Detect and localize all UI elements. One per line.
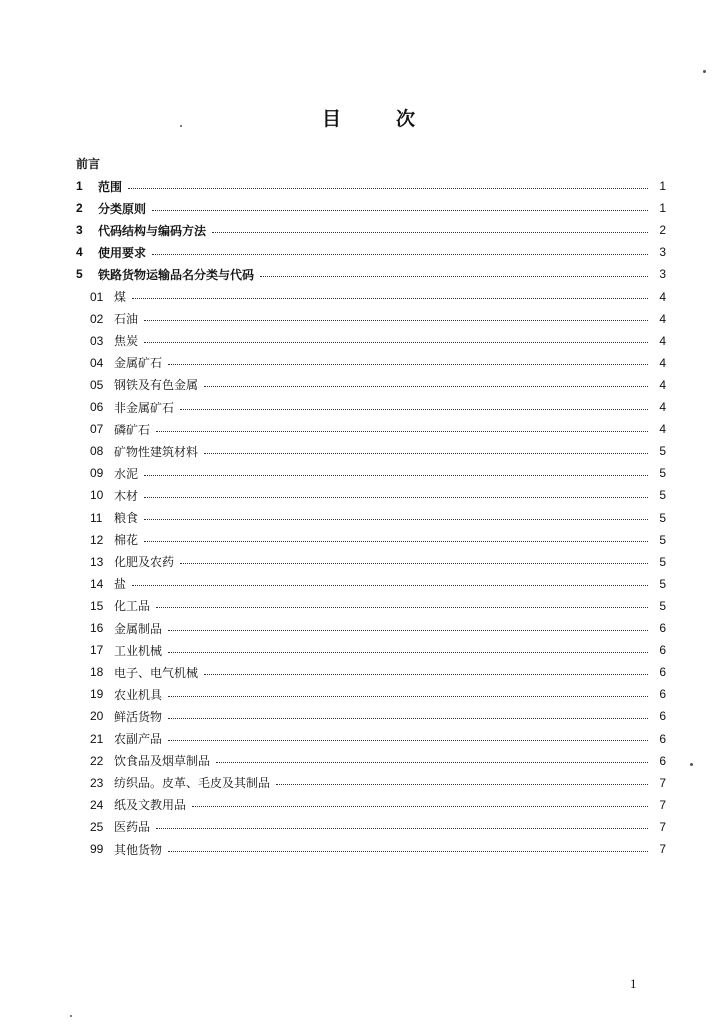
toc-subsection-entry[interactable] (76, 353, 666, 373)
dot-leader (276, 783, 648, 785)
dot-leader (144, 540, 648, 542)
toc-entry-label: 金属制品 (114, 621, 163, 636)
toc-subsection-entry[interactable] (76, 574, 666, 594)
toc-subsection-entry[interactable] (76, 773, 666, 793)
toc-entry-label: 代码结构与编码方法 (98, 223, 207, 238)
toc-entry-label: 非金属矿石 (114, 400, 175, 415)
dot-leader (168, 629, 648, 631)
toc-subsection-entry[interactable] (76, 463, 666, 483)
toc-entry-label: 钢铁及有色金属 (114, 378, 199, 393)
dot-leader (152, 253, 648, 255)
toc-entry-number: 23 (90, 775, 104, 790)
toc-entry-page-number: 6 (659, 687, 666, 702)
toc-entry-number: 14 (90, 576, 104, 591)
toc-entry-page-number: 7 (659, 819, 666, 834)
toc-entry-number: 08 (90, 444, 104, 459)
toc-subsection-entry[interactable] (76, 729, 666, 749)
toc-entry-page-number: 5 (659, 576, 666, 591)
toc-entry-number: 07 (90, 422, 104, 437)
toc-entry-label: 分类原则 (98, 201, 147, 216)
toc-entry-label: 纸及文教用品 (114, 798, 187, 813)
toc-entry-number: 09 (90, 466, 104, 481)
toc-title-char-2: 次 (396, 108, 418, 130)
toc-entry-number: 21 (90, 731, 104, 746)
toc-entry-number: 05 (90, 377, 104, 392)
toc-entry-number: 2 (76, 201, 83, 216)
dot-leader (144, 474, 648, 476)
toc-entry-label: 范围 (98, 179, 123, 194)
dot-leader (132, 584, 648, 586)
dot-leader (156, 827, 648, 829)
dot-leader (144, 319, 648, 321)
toc-entry-number: 04 (90, 355, 104, 370)
toc-entry-number: 4 (76, 245, 83, 260)
scan-speck (180, 125, 182, 127)
toc-entry-page-number: 5 (659, 554, 666, 569)
dot-leader (204, 385, 648, 387)
dot-leader (156, 606, 648, 608)
toc-foreword[interactable]: 前言 (76, 157, 101, 171)
toc-entry-label: 棉花 (114, 533, 139, 548)
toc-subsection-entry[interactable] (76, 419, 666, 439)
toc-entry-number: 5 (76, 267, 83, 282)
toc-subsection-entry[interactable] (76, 640, 666, 660)
toc-entry-number: 24 (90, 797, 104, 812)
toc-entry-number: 17 (90, 643, 104, 658)
scan-speck (703, 70, 706, 73)
toc-entry-page-number: 4 (659, 422, 666, 437)
toc-subsection-entry[interactable] (76, 397, 666, 417)
dot-leader (132, 297, 648, 299)
dot-leader (168, 717, 648, 719)
dot-leader (216, 761, 648, 763)
dot-leader (204, 673, 648, 675)
toc-entry-number: 15 (90, 598, 104, 613)
toc-entry-number: 06 (90, 400, 104, 414)
toc-entry-page-number: 5 (659, 532, 666, 547)
toc-entry-label: 其他货物 (114, 842, 163, 857)
dot-leader (168, 850, 648, 852)
dot-leader (168, 651, 648, 653)
toc-entry-label: 盐 (114, 577, 127, 592)
scan-speck (690, 763, 693, 766)
toc-entry-page-number: 2 (659, 223, 666, 238)
toc-entry-page-number: 6 (659, 621, 666, 635)
dot-leader (212, 231, 648, 233)
toc-entry-number: 16 (90, 621, 104, 635)
toc-entry-number: 10 (90, 488, 104, 503)
dot-leader (168, 695, 648, 697)
toc-subsection-entry[interactable] (76, 684, 666, 704)
toc-entry-number: 1 (76, 179, 83, 193)
toc-section-entry[interactable] (76, 242, 666, 262)
toc-subsection-entry[interactable] (76, 751, 666, 771)
toc-entry-number: 3 (76, 223, 83, 238)
toc-subsection-entry[interactable] (76, 375, 666, 395)
toc-entry-label: 木材 (114, 488, 139, 503)
toc-entry-label: 铁路货物运输品名分类与代码 (98, 267, 255, 282)
toc-subsection-entry[interactable] (76, 817, 666, 837)
toc-entry-label: 医药品 (114, 820, 151, 835)
toc-entry-page-number: 6 (659, 709, 666, 724)
toc-subsection-entry[interactable] (76, 441, 666, 461)
toc-subsection-entry[interactable] (76, 839, 666, 859)
toc-entry-number: 13 (90, 554, 104, 569)
toc-entry-page-number: 6 (659, 753, 666, 768)
dot-leader (192, 805, 648, 807)
toc-entry-page-number: 4 (659, 333, 666, 348)
toc-entry-page-number: 4 (659, 400, 666, 414)
toc-entry-page-number: 4 (659, 289, 666, 304)
toc-entry-label: 电子、电气机械 (114, 665, 199, 680)
toc-entry-label: 粮食 (114, 511, 139, 525)
dot-leader (260, 275, 648, 277)
toc-entry-label: 饮食品及烟草制品 (114, 754, 211, 769)
toc-entry-page-number: 7 (659, 775, 666, 790)
toc-entry-label: 工业机械 (114, 643, 163, 658)
toc-entry-number: 19 (90, 687, 104, 702)
toc-section-entry[interactable] (76, 264, 666, 284)
toc-entry-page-number: 5 (659, 598, 666, 613)
toc-subsection-entry[interactable] (76, 706, 666, 726)
toc-entry-number: 99 (90, 842, 104, 856)
dot-leader (144, 518, 648, 520)
toc-entry-label: 矿物性建筑材料 (114, 444, 199, 459)
toc-subsection-entry[interactable] (76, 309, 666, 329)
dot-leader (152, 209, 648, 211)
toc-entry-page-number: 1 (659, 201, 666, 216)
toc-entry-number: 01 (90, 289, 104, 304)
toc-entry-label: 鲜活货物 (114, 709, 163, 724)
toc-entry-number: 25 (90, 819, 104, 834)
toc-subsection-entry[interactable] (76, 287, 666, 307)
toc-entry-number: 03 (90, 333, 104, 348)
dot-leader (180, 562, 648, 564)
toc-entry-number: 02 (90, 311, 104, 326)
toc-entry-page-number: 1 (659, 179, 666, 193)
toc-entry-label: 金属矿石 (114, 356, 163, 371)
toc-subsection-entry[interactable] (76, 331, 666, 351)
toc-subsection-entry[interactable] (76, 552, 666, 572)
toc-subsection-entry[interactable] (76, 618, 666, 638)
toc-entry-label: 煤 (114, 290, 127, 304)
toc-entry-label: 化工品 (114, 599, 151, 614)
dot-leader (144, 341, 648, 343)
toc-entry-label: 磷矿石 (114, 422, 151, 437)
toc-entry-label: 使用要求 (98, 245, 147, 260)
dot-leader (168, 363, 648, 365)
toc-section-entry[interactable] (76, 220, 666, 240)
toc-entry-page-number: 4 (659, 377, 666, 392)
dot-leader (128, 187, 648, 189)
page-number: 1 (630, 976, 637, 991)
dot-leader (204, 452, 648, 454)
scan-speck (70, 1015, 72, 1017)
toc-entry-number: 18 (90, 665, 104, 680)
toc-entry-page-number: 6 (659, 731, 666, 746)
toc-subsection-entry[interactable] (76, 596, 666, 616)
toc-entry-page-number: 5 (659, 488, 666, 503)
toc-subsection-entry[interactable] (76, 530, 666, 550)
toc-entry-number: 20 (90, 709, 104, 724)
toc-section-entry[interactable] (76, 176, 666, 196)
toc-entry-number: 12 (90, 532, 104, 547)
toc-section-entry[interactable] (76, 198, 666, 218)
toc-entry-page-number: 5 (659, 444, 666, 459)
toc-entry-label: 石油 (114, 312, 139, 327)
toc-subsection-entry[interactable] (76, 795, 666, 815)
toc-entry-page-number: 6 (659, 643, 666, 658)
toc-entry-label: 纺织品。皮革、毛皮及其制品 (114, 776, 271, 791)
toc-entry-page-number: 6 (659, 665, 666, 680)
toc-entry-label: 焦炭 (114, 334, 139, 349)
dot-leader (180, 408, 648, 410)
toc-subsection-entry[interactable] (76, 485, 666, 505)
toc-entry-page-number: 7 (659, 797, 666, 812)
toc-subsection-entry[interactable] (76, 662, 666, 682)
dot-leader (144, 496, 648, 498)
toc-entry-page-number: 4 (659, 355, 666, 370)
toc-entry-page-number: 3 (659, 267, 666, 282)
dot-leader (156, 430, 648, 432)
toc-entry-label: 农副产品 (114, 732, 163, 746)
toc-entry-page-number: 5 (659, 466, 666, 481)
toc-entry-number: 11 (90, 510, 103, 525)
toc-entry-number: 22 (90, 753, 104, 768)
toc-entry-label: 水泥 (114, 466, 139, 481)
toc-entry-label: 农业机具 (114, 687, 163, 702)
toc-entry-page-number: 3 (659, 245, 666, 260)
dot-leader (168, 739, 648, 741)
toc-subsection-entry[interactable] (76, 508, 666, 528)
toc-entry-page-number: 7 (659, 842, 666, 856)
toc-entry-label: 化肥及农药 (114, 555, 175, 570)
toc-entry-page-number: 5 (659, 510, 666, 525)
toc-title-char-1: 目 (322, 108, 344, 130)
toc-entry-page-number: 4 (659, 311, 666, 326)
